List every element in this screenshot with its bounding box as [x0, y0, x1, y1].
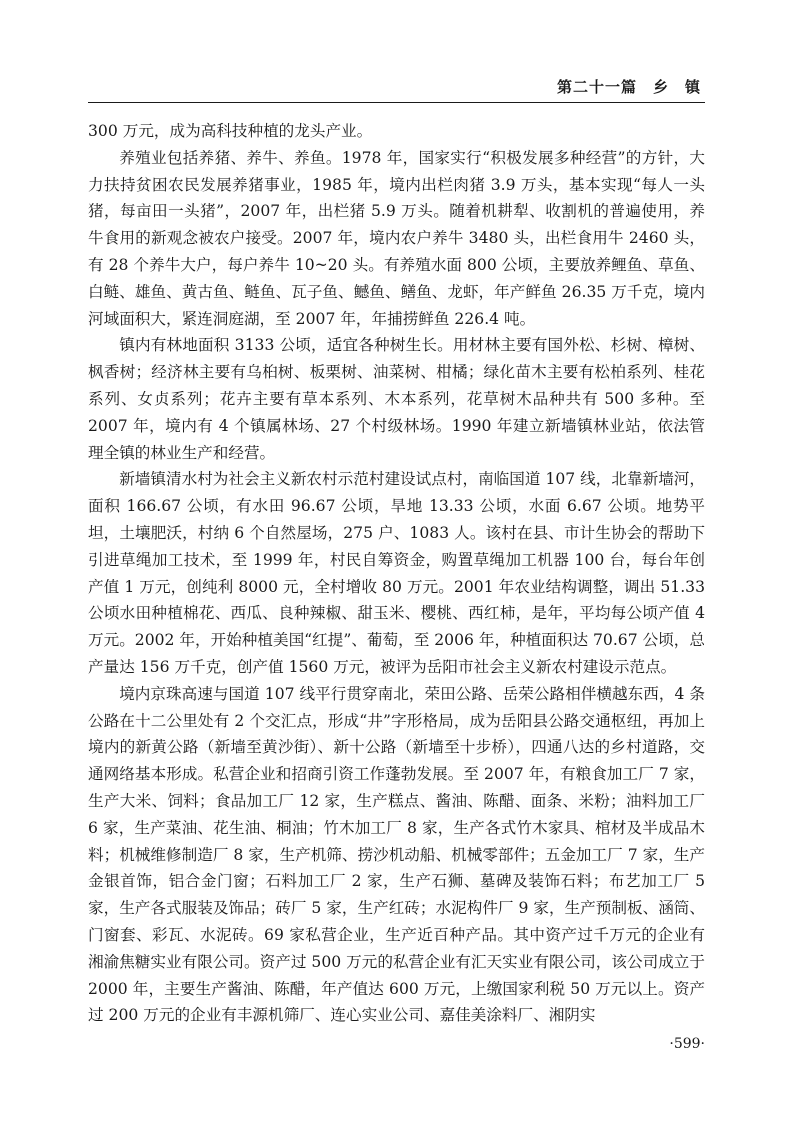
paragraph-qingshui-village: 新墙镇清水村为社会主义新农村示范村建设试点村，南临国道 107 线，北靠新墙河，面积 166.67 公顷，有水田 96.67 公顷，旱地 13.33 公顷，水面 6.67 公顷。地势平坦，土壤肥沃，村纳 6 个自然屋场，275 户、1083 人。该村在县、市计生协会的帮助下引进草绳加工技术，至 1999 年，村民自筹资金，购置草绳加工机器 100 台，每台年创产值 1 万元，创纯利 8000 元，全村增收 80 万元。2001 年农业结构调整，调出 51.33 公顷水田种植棉花、西瓜、良种辣椒、甜玉米、樱桃、西红柿，是年，平均每公顷产值 4 万元。2002 年，开始种植美国“红提”、葡萄，至 2006 年，种植面积达 70.67 公顷，总产量达 156 万千克，创产值 1560 万元，被评为岳阳市社会主义新农村建设示范点。: [88, 470, 705, 676]
header-rule: [88, 102, 705, 103]
body-text: [88, 118, 705, 1029]
paragraph-continuation: 300 万元，成为高科技种植的龙头产业。: [88, 122, 373, 140]
paragraph-forestry: 镇内有林地面积 3133 公顷，适宜各种树生长。用材林主要有国外松、杉树、樟树、枫香树；经济林主要有乌桕树、板栗树、油菜树、柑橘；绿化苗木主要有松柏系列、桂花系列、女贞系列；花卉主要有草本系列、木本系列，花草树木品种共有 500 多种。至 2007 年，境内有 4 个镇属林场、27 个村级林场。1990 年建立新墙镇林业站，依法管理全镇的林业生产和经营。: [88, 336, 705, 462]
running-head: 第二十一篇 乡 镇: [556, 78, 701, 96]
paragraph-transport-enterprise: 境内京珠高速与国道 107 线平行贯穿南北，荣田公路、岳荣公路相伴横越东西，4 条公路在十二公里处有 2 个交汇点，形成“井”字形格局，成为岳阳县公路交通枢纽，再加上境内的新黄公路（新墙至黄沙街）、新十公路（新墙至十步桥），四通八达的乡村道路，交通网络基本形成。私营企业和招商引资工作蓬勃发展。至 2007 年，有粮食加工厂 7 家，生产大米、饲料；食品加工厂 12 家，生产糕点、酱油、陈醋、面条、米粉；油料加工厂 6 家，生产菜油、花生油、桐油；竹木加工厂 8 家，生产各式竹木家具、棺材及半成品木料；机械维修制造厂 8 家，生产机筛、捞沙机动船、机械零部件；五金加工厂 7 家，生产金银首饰，铝合金门窗；石料加工厂 2 家，生产石狮、墓碑及装饰石料；布艺加工厂 5 家，生产各式服装及饰品；砖厂 5 家，生产红砖；水泥构件厂 9 家，生产预制板、涵筒、门窗套、彩瓦、水泥砖。69 家私营企业，生产近百种产品。其中资产过千万元的企业有湘渝焦糖实业有限公司。资产过 500 万元的私营企业有汇天实业有限公司，该公司成立于 2000 年，主要生产酱油、陈醋，年产值达 600 万元，上缴国家利税 50 万元以上。资产过 200 万元的企业有丰源机筛厂、连心实业公司、嘉佳美涂料厂、湘阴实: [88, 684, 705, 1025]
page-number: ·599·: [669, 1036, 705, 1052]
paragraph-livestock: 养殖业包括养猪、养牛、养鱼。1978 年，国家实行“积极发展多种经营”的方针，大力扶持贫困农民发展养猪事业，1985 年，境内出栏肉猪 3.9 万头，基本实现“每人一头猪，每亩田一头猪”，2007 年，出栏猪 5.9 万头。随着机耕犁、收割机的普遍使用，养牛食用的新观念被农户接受。2007 年，境内农户养牛 3480 头，出栏食用牛 2460 头，有 28 个养牛大户，每户养牛 10~20 头。有养殖水面 800 公顷，主要放养鲤鱼、草鱼、白鲢、雄鱼、黄古鱼、鲢鱼、瓦子鱼、鳡鱼、鳝鱼、龙虾，年产鲜鱼 26.35 万千克，境内河域面积大，紧连洞庭湖，至 2007 年，年捕捞鲜鱼 226.4 吨。: [88, 148, 705, 328]
